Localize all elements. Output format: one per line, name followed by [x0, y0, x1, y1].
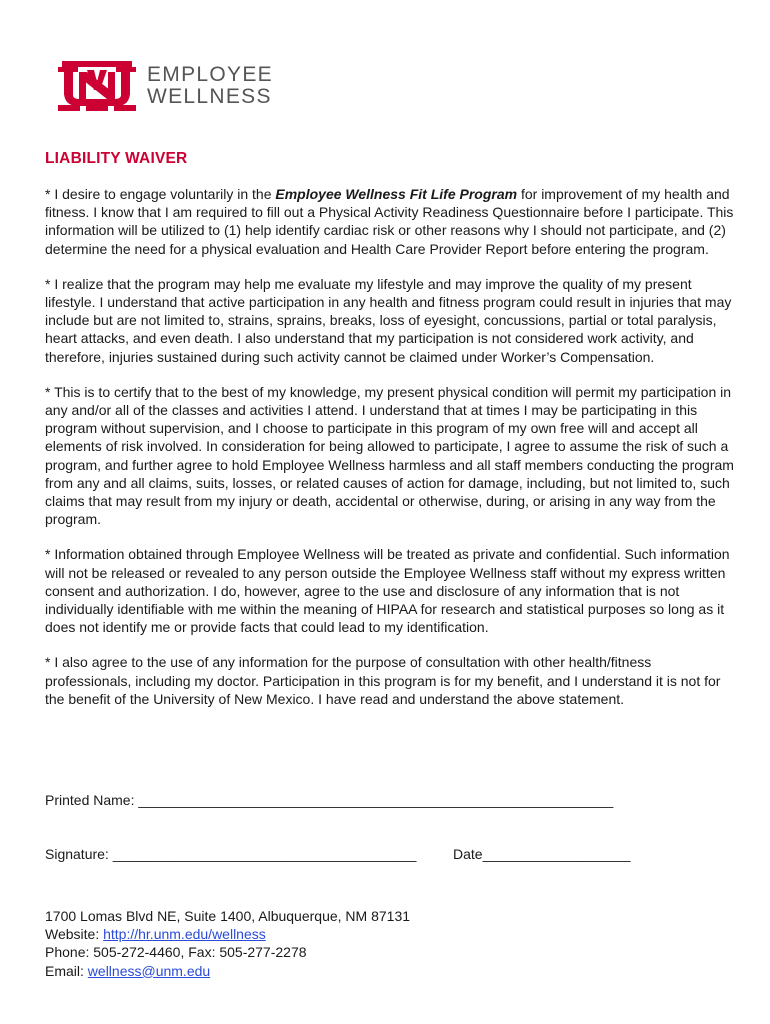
paragraph-5: * I also agree to the use of any information for the purpose of consultation with other health/fitness professionals, including my doctor. Participation in this program is for my benefit, and I understand it is not for the benefit of the University of New Mexico. I have read and understand the above statement. — [45, 654, 721, 707]
contact-footer — [45, 907, 410, 980]
website-label: Website: — [45, 926, 104, 943]
page-title: LIABILITY WAIVER — [45, 150, 188, 167]
waiver-body — [45, 185, 735, 725]
paragraph-1 — [45, 185, 735, 258]
unm-employee-wellness-logo — [58, 60, 283, 112]
paragraph-2: * I realize that the program may help me evaluate my lifestyle and may improve the quality of my present lifestyle. I understand that active participation in any health and fitness program could result in injuries that may include but are not limited to, strains, sprains, breaks, loss of eyesight, concussions, partial or total paralysis, heart attacks, and even death. I also understand that my participation is not considered work activity, and therefore, injuries sustained during such activity cannot be claimed under Worker’s Compensation. — [45, 275, 732, 365]
paragraph-1-start: * I desire to engage voluntarily in the — [45, 186, 276, 202]
email-label: Email: — [45, 962, 88, 979]
website-link[interactable]: http://hr.unm.edu/wellness — [103, 926, 266, 943]
email-link[interactable]: wellness@unm.edu — [87, 962, 211, 979]
logo-line-employee: EMPLOYEE — [147, 63, 273, 86]
paragraph-1-end: for improvement of my health and fitness. I know that I am required to fill out a Physical Activity Readiness Questionnaire before I participate. This information will be utilized to (1) help identify cardiac risk or other reasons why I should not participate, and (2) determine the need for a physical evaluation and Health Care Provider Report before entering the program. — [45, 186, 734, 257]
program-name: Employee Wellness Fit Life Program — [275, 186, 518, 202]
logo-wordmark — [147, 64, 273, 108]
email-line — [45, 962, 410, 980]
printed-name-field[interactable]: Printed Name: _____________________________________________________________ — [45, 792, 614, 808]
paragraph-3: * This is to certify that to the best of my knowledge, my present physical condition will permit my participation in any and/or all of the classes and activities I attend. I understand that at times I may be participating in this program without supervision, and I choose to participate in this program of my own free will and accept all elements of risk involved. In consideration for being allowed to participate, I agree to assume the risk of such a program, and further agree to hold Employee Wellness harmless and all staff members conducting the program from any and all claims, suits, losses, or related causes of action for damage, including, but not limited to, such claims that may result from my injury or death, accidental or otherwise, during, or arising in any way from the program. — [45, 383, 734, 528]
paragraph-4: * Information obtained through Employee Wellness will be treated as private and confidential. Such information will not be released or revealed to any person outside the Employee Wellness staff without my express written consent and authorization. I do, however, agree to the use and disclosure of any information that is not individually identifiable with me within the meaning of HIPAA for research and statistical purposes so long as it does not identify me or provide facts that could lead to my identification. — [45, 546, 730, 636]
date-field[interactable]: Date___________________ — [453, 846, 631, 862]
logo-line-wellness: WELLNESS — [147, 85, 272, 108]
address-line: 1700 Lomas Blvd NE, Suite 1400, Albuquerque, NM 87131 — [45, 908, 411, 924]
unm-logo-icon — [58, 60, 136, 112]
signature-field[interactable]: Signature: _______________________________________ — [45, 846, 417, 862]
website-line — [45, 925, 410, 943]
phone-line: Phone: 505-272-4460, Fax: 505-277-2278 — [45, 944, 307, 961]
